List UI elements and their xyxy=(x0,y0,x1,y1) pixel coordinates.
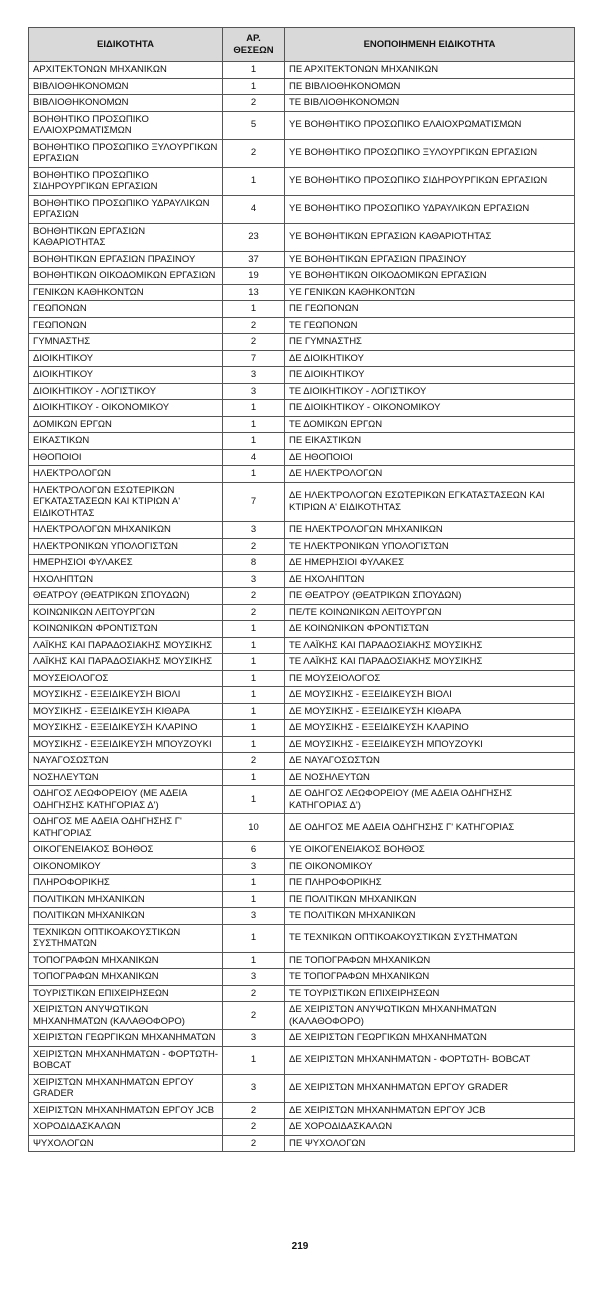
specialty-cell: ΧΟΡΟΔΙΔΑΣΚΑΛΩΝ xyxy=(29,1119,223,1136)
table-row xyxy=(29,95,575,112)
unified-specialty-cell: ΔΕ ΟΔΗΓΟΣ ΛΕΩΦΟΡΕΙΟΥ (ΜΕ ΑΔΕΙΑ ΟΔΗΓΗΣΗΣ ΚΑΤΗΓΟΡΙΑΣ Δ') xyxy=(285,786,575,814)
table-row xyxy=(29,571,575,588)
specialty-cell: ΔΙΟΙΚΗΤΙΚΟΥ - ΟΙΚΟΝΟΜΙΚΟΥ xyxy=(29,400,223,417)
unified-specialty-cell: ΥΕ ΒΟΗΘΗΤΙΚΩΝ ΟΙΚΟΔΟΜΙΚΩΝ ΕΡΓΑΣΙΩΝ xyxy=(285,268,575,285)
positions-cell: 1 xyxy=(223,621,285,638)
positions-cell: 10 xyxy=(223,814,285,842)
unified-specialty-cell: ΔΕ ΗΛΕΚΤΡΟΛΟΓΩΝ xyxy=(285,466,575,483)
specialty-cell: ΗΜΕΡΗΣΙΟΙ ΦΥΛΑΚΕΣ xyxy=(29,555,223,572)
specialty-cell: ΓΕΩΠΟΝΩΝ xyxy=(29,301,223,318)
positions-cell: 2 xyxy=(223,604,285,621)
positions-cell: 3 xyxy=(223,571,285,588)
specialty-cell: ΜΟΥΣΙΚΗΣ - ΕΞΕΙΔΙΚΕΥΣΗ ΜΠΟΥΖΟΥΚΙ xyxy=(29,736,223,753)
table-row xyxy=(29,654,575,671)
positions-cell: 2 xyxy=(223,1119,285,1136)
specialty-cell: ΒΟΗΘΗΤΙΚΩΝ ΟΙΚΟΔΟΜΙΚΩΝ ΕΡΓΑΣΙΩΝ xyxy=(29,268,223,285)
unified-specialty-cell: ΔΕ ΜΟΥΣΙΚΗΣ - ΕΞΕΙΔΙΚΕΥΣΗ ΚΛΑΡΙΝΟ xyxy=(285,720,575,737)
positions-cell: 2 xyxy=(223,588,285,605)
positions-cell: 1 xyxy=(223,62,285,79)
specialty-cell: ΓΕΝΙΚΩΝ ΚΑΘΗΚΟΝΤΩΝ xyxy=(29,284,223,301)
unified-specialty-cell: ΔΕ ΔΙΟΙΚΗΤΙΚΟΥ xyxy=(285,350,575,367)
unified-specialty-cell: ΤΕ ΛΑΪΚΗΣ ΚΑΙ ΠΑΡΑΔΟΣΙΑΚΗΣ ΜΟΥΣΙΚΗΣ xyxy=(285,654,575,671)
specialty-cell: ΚΟΙΝΩΝΙΚΩΝ ΦΡΟΝΤΙΣΤΩΝ xyxy=(29,621,223,638)
specialty-cell: ΑΡΧΙΤΕΚΤΟΝΩΝ ΜΗΧΑΝΙΚΩΝ xyxy=(29,62,223,79)
specialty-cell: ΒΟΗΘΗΤΙΚΟ ΠΡΟΣΩΠΙΚΟ ΣΙΔΗΡΟΥΡΓΙΚΩΝ ΕΡΓΑΣΙΩΝ xyxy=(29,167,223,195)
unified-specialty-cell: ΤΕ ΠΟΛΙΤΙΚΩΝ ΜΗΧΑΝΙΚΩΝ xyxy=(285,908,575,925)
positions-cell: 2 xyxy=(223,985,285,1002)
unified-specialty-cell: ΔΕ ΧΕΙΡΙΣΤΩΝ ΜΗΧΑΝΗΜΑΤΩΝ ΕΡΓΟΥ GRADER xyxy=(285,1074,575,1102)
table-row xyxy=(29,367,575,384)
specialty-cell: ΤΟΠΟΓΡΑΦΩΝ ΜΗΧΑΝΙΚΩΝ xyxy=(29,969,223,986)
specialty-cell: ΓΕΩΠΟΝΩΝ xyxy=(29,317,223,334)
table-row xyxy=(29,522,575,539)
table-row xyxy=(29,1102,575,1119)
header-positions: ΑΡ. ΘΕΣΕΩΝ xyxy=(223,28,285,62)
positions-cell: 3 xyxy=(223,1030,285,1047)
table-row xyxy=(29,482,575,522)
table-row xyxy=(29,78,575,95)
positions-cell: 1 xyxy=(223,687,285,704)
positions-cell: 3 xyxy=(223,522,285,539)
specialty-cell: ΒΟΗΘΗΤΙΚΩΝ ΕΡΓΑΣΙΩΝ ΚΑΘΑΡΙΟΤΗΤΑΣ xyxy=(29,223,223,251)
specialty-cell: ΗΛΕΚΤΡΟΛΟΓΩΝ ΜΗΧΑΝΙΚΩΝ xyxy=(29,522,223,539)
unified-specialty-cell: ΠΕ ΓΕΩΠΟΝΩΝ xyxy=(285,301,575,318)
unified-specialty-cell: ΤΕ ΓΕΩΠΟΝΩΝ xyxy=(285,317,575,334)
unified-specialty-cell: ΥΕ ΒΟΗΘΗΤΙΚΩΝ ΕΡΓΑΣΙΩΝ ΚΑΘΑΡΙΟΤΗΤΑΣ xyxy=(285,223,575,251)
positions-cell: 1 xyxy=(223,433,285,450)
table-row xyxy=(29,858,575,875)
specialty-cell: ΗΛΕΚΤΡΟΛΟΓΩΝ ΕΣΩΤΕΡΙΚΩΝ ΕΓΚΑΤΑΣΤΑΣΕΩΝ ΚΑΙ ΚΤΙΡΙΩΝ Α' ΕΙΔΙΚΟΤΗΤΑΣ xyxy=(29,482,223,522)
table-row xyxy=(29,687,575,704)
table-row xyxy=(29,195,575,223)
positions-cell: 3 xyxy=(223,969,285,986)
unified-specialty-cell: ΔΕ ΧΟΡΟΔΙΔΑΣΚΑΛΩΝ xyxy=(285,1119,575,1136)
positions-cell: 23 xyxy=(223,223,285,251)
table-row xyxy=(29,924,575,952)
header-unified-specialty: ΕΝΟΠΟΙΗΜΕΝΗ ΕΙΔΙΚΟΤΗΤΑ xyxy=(285,28,575,62)
positions-cell: 1 xyxy=(223,891,285,908)
specialty-cell: ΜΟΥΣΙΚΗΣ - ΕΞΕΙΔΙΚΕΥΣΗ ΚΙΘΑΡΑ xyxy=(29,703,223,720)
specialty-cell: ΗΛΕΚΤΡΟΛΟΓΩΝ xyxy=(29,466,223,483)
positions-cell: 1 xyxy=(223,466,285,483)
table-row xyxy=(29,268,575,285)
positions-cell: 19 xyxy=(223,268,285,285)
unified-specialty-cell: ΤΕ ΛΑΪΚΗΣ ΚΑΙ ΠΑΡΑΔΟΣΙΑΚΗΣ ΜΟΥΣΙΚΗΣ xyxy=(285,637,575,654)
specialty-cell: ΧΕΙΡΙΣΤΩΝ ΓΕΩΡΓΙΚΩΝ ΜΗΧΑΝΗΜΑΤΩΝ xyxy=(29,1030,223,1047)
specialty-cell: ΚΟΙΝΩΝΙΚΩΝ ΛΕΙΤΟΥΡΓΩΝ xyxy=(29,604,223,621)
unified-specialty-cell: ΠΕ ΜΟΥΣΕΙΟΛΟΓΟΣ xyxy=(285,670,575,687)
table-row xyxy=(29,301,575,318)
positions-cell: 6 xyxy=(223,842,285,859)
specialty-cell: ΒΙΒΛΙΟΘΗΚΟΝΟΜΩΝ xyxy=(29,95,223,112)
specialty-cell: ΕΙΚΑΣΤΙΚΩΝ xyxy=(29,433,223,450)
table-row xyxy=(29,1030,575,1047)
positions-cell: 2 xyxy=(223,334,285,351)
table-row xyxy=(29,720,575,737)
unified-specialty-cell: ΔΕ ΧΕΙΡΙΣΤΩΝ ΜΗΧΑΝΗΜΑΤΩΝ ΕΡΓΟΥ JCB xyxy=(285,1102,575,1119)
positions-cell: 37 xyxy=(223,251,285,268)
unified-specialty-cell: ΥΕ ΒΟΗΘΗΤΙΚΩΝ ΕΡΓΑΣΙΩΝ ΠΡΑΣΙΝΟΥ xyxy=(285,251,575,268)
table-row xyxy=(29,400,575,417)
specialty-cell: ΗΛΕΚΤΡΟΝΙΚΩΝ ΥΠΟΛΟΓΙΣΤΩΝ xyxy=(29,538,223,555)
positions-cell: 2 xyxy=(223,1002,285,1030)
positions-cell: 1 xyxy=(223,654,285,671)
positions-cell: 13 xyxy=(223,284,285,301)
table-row xyxy=(29,604,575,621)
positions-cell: 1 xyxy=(223,670,285,687)
unified-specialty-cell: ΔΕ ΜΟΥΣΙΚΗΣ - ΕΞΕΙΔΙΚΕΥΣΗ ΜΠΟΥΖΟΥΚΙ xyxy=(285,736,575,753)
unified-specialty-cell: ΤΕ ΒΙΒΛΙΟΘΗΚΟΝΟΜΩΝ xyxy=(285,95,575,112)
unified-specialty-cell: ΔΕ ΜΟΥΣΙΚΗΣ - ΕΞΕΙΔΙΚΕΥΣΗ ΒΙΟΛΙ xyxy=(285,687,575,704)
specialty-cell: ΛΑΪΚΗΣ ΚΑΙ ΠΑΡΑΔΟΣΙΑΚΗΣ ΜΟΥΣΙΚΗΣ xyxy=(29,654,223,671)
table-row xyxy=(29,703,575,720)
positions-cell: 3 xyxy=(223,908,285,925)
table-row xyxy=(29,111,575,139)
specialty-cell: ΜΟΥΣΙΚΗΣ - ΕΞΕΙΔΙΚΕΥΣΗ ΚΛΑΡΙΝΟ xyxy=(29,720,223,737)
positions-cell: 1 xyxy=(223,400,285,417)
positions-cell: 3 xyxy=(223,367,285,384)
table-row xyxy=(29,952,575,969)
unified-specialty-cell: ΤΕ ΔΟΜΙΚΩΝ ΕΡΓΩΝ xyxy=(285,416,575,433)
table-row xyxy=(29,350,575,367)
positions-cell: 8 xyxy=(223,555,285,572)
table-row xyxy=(29,383,575,400)
unified-specialty-cell: ΠΕ ΠΟΛΙΤΙΚΩΝ ΜΗΧΑΝΙΚΩΝ xyxy=(285,891,575,908)
unified-specialty-cell: ΠΕ ΔΙΟΙΚΗΤΙΚΟΥ xyxy=(285,367,575,384)
table-row xyxy=(29,908,575,925)
unified-specialty-cell: ΠΕ ΘΕΑΤΡΟΥ (ΘΕΑΤΡΙΚΩΝ ΣΠΟΥΔΩΝ) xyxy=(285,588,575,605)
specialty-cell: ΠΟΛΙΤΙΚΩΝ ΜΗΧΑΝΙΚΩΝ xyxy=(29,891,223,908)
unified-specialty-cell: ΤΕ ΤΟΠΟΓΡΑΦΩΝ ΜΗΧΑΝΙΚΩΝ xyxy=(285,969,575,986)
specialty-cell: ΠΛΗΡΟΦΟΡΙΚΗΣ xyxy=(29,875,223,892)
table-row xyxy=(29,769,575,786)
unified-specialty-cell: ΤΕ ΔΙΟΙΚΗΤΙΚΟΥ - ΛΟΓΙΣΤΙΚΟΥ xyxy=(285,383,575,400)
table-row xyxy=(29,736,575,753)
specialty-cell: ΟΙΚΟΓΕΝΕΙΑΚΟΣ ΒΟΗΘΟΣ xyxy=(29,842,223,859)
positions-cell: 7 xyxy=(223,350,285,367)
specialty-cell: ΤΕΧΝΙΚΩΝ ΟΠΤΙΚΟΑΚΟΥΣΤΙΚΩΝ ΣΥΣΤΗΜΑΤΩΝ xyxy=(29,924,223,952)
unified-specialty-cell: ΤΕ ΤΟΥΡΙΣΤΙΚΩΝ ΕΠΙΧΕΙΡΗΣΕΩΝ xyxy=(285,985,575,1002)
table-row xyxy=(29,1119,575,1136)
unified-specialty-cell: ΠΕ ΨΥΧΟΛΟΓΩΝ xyxy=(285,1135,575,1152)
table-row xyxy=(29,786,575,814)
specialty-cell: ΟΔΗΓΟΣ ΜΕ ΑΔΕΙΑ ΟΔΗΓΗΣΗΣ Γ' ΚΑΤΗΓΟΡΙΑΣ xyxy=(29,814,223,842)
specialty-cell: ΝΟΣΗΛΕΥΤΩΝ xyxy=(29,769,223,786)
table-row xyxy=(29,555,575,572)
table-row xyxy=(29,1074,575,1102)
positions-cell: 2 xyxy=(223,538,285,555)
unified-specialty-cell: ΔΕ ΗΘΟΠΟΙΟΙ xyxy=(285,449,575,466)
unified-specialty-cell: ΔΕ ΗΛΕΚΤΡΟΛΟΓΩΝ ΕΣΩΤΕΡΙΚΩΝ ΕΓΚΑΤΑΣΤΑΣΕΩΝ ΚΑΙ ΚΤΙΡΙΩΝ Α' ΕΙΔΙΚΟΤΗΤΑΣ xyxy=(285,482,575,522)
specialty-cell: ΧΕΙΡΙΣΤΩΝ ΑΝΥΨΩΤΙΚΩΝ ΜΗΧΑΝΗΜΑΤΩΝ (ΚΑΛΑΘΟΦΟΡΟ) xyxy=(29,1002,223,1030)
table-row xyxy=(29,139,575,167)
table-row xyxy=(29,985,575,1002)
positions-cell: 1 xyxy=(223,78,285,95)
specialty-cell: ΤΟΠΟΓΡΑΦΩΝ ΜΗΧΑΝΙΚΩΝ xyxy=(29,952,223,969)
specialty-cell: ΛΑΪΚΗΣ ΚΑΙ ΠΑΡΑΔΟΣΙΑΚΗΣ ΜΟΥΣΙΚΗΣ xyxy=(29,637,223,654)
positions-cell: 1 xyxy=(223,1046,285,1074)
specialty-cell: ΟΔΗΓΟΣ ΛΕΩΦΟΡΕΙΟΥ (ΜΕ ΑΔΕΙΑ ΟΔΗΓΗΣΗΣ ΚΑΤΗΓΟΡΙΑΣ Δ') xyxy=(29,786,223,814)
specialty-cell: ΒΟΗΘΗΤΙΚΟ ΠΡΟΣΩΠΙΚΟ ΕΛΑΙΟΧΡΩΜΑΤΙΣΜΩΝ xyxy=(29,111,223,139)
table-row xyxy=(29,670,575,687)
table-row xyxy=(29,284,575,301)
positions-cell: 1 xyxy=(223,786,285,814)
table-row xyxy=(29,875,575,892)
positions-cell: 5 xyxy=(223,111,285,139)
unified-specialty-cell: ΠΕ ΠΛΗΡΟΦΟΡΙΚΗΣ xyxy=(285,875,575,892)
unified-specialty-cell: ΤΕ ΗΛΕΚΤΡΟΝΙΚΩΝ ΥΠΟΛΟΓΙΣΤΩΝ xyxy=(285,538,575,555)
specialty-cell: ΠΟΛΙΤΙΚΩΝ ΜΗΧΑΝΙΚΩΝ xyxy=(29,908,223,925)
positions-cell: 2 xyxy=(223,317,285,334)
unified-specialty-cell: ΠΕ ΓΥΜΝΑΣΤΗΣ xyxy=(285,334,575,351)
specialty-cell: ΧΕΙΡΙΣΤΩΝ ΜΗΧΑΝΗΜΑΤΩΝ ΕΡΓΟΥ JCB xyxy=(29,1102,223,1119)
unified-specialty-cell: ΠΕ ΤΟΠΟΓΡΑΦΩΝ ΜΗΧΑΝΙΚΩΝ xyxy=(285,952,575,969)
table-row xyxy=(29,317,575,334)
unified-specialty-cell: ΥΕ ΒΟΗΘΗΤΙΚΟ ΠΡΟΣΩΠΙΚΟ ΣΙΔΗΡΟΥΡΓΙΚΩΝ ΕΡΓΑΣΙΩΝ xyxy=(285,167,575,195)
unified-specialty-cell: ΥΕ ΒΟΗΘΗΤΙΚΟ ΠΡΟΣΩΠΙΚΟ ΞΥΛΟΥΡΓΙΚΩΝ ΕΡΓΑΣΙΩΝ xyxy=(285,139,575,167)
positions-cell: 2 xyxy=(223,1102,285,1119)
unified-specialty-cell: ΔΕ ΝΟΣΗΛΕΥΤΩΝ xyxy=(285,769,575,786)
unified-specialty-cell: ΔΕ ΧΕΙΡΙΣΤΩΝ ΜΗΧΑΝΗΜΑΤΩΝ - ΦΟΡΤΩΤΗ- BOBCAT xyxy=(285,1046,575,1074)
page-number: 219 xyxy=(291,1241,309,1252)
unified-specialty-cell: ΔΕ ΗΧΟΛΗΠΤΩΝ xyxy=(285,571,575,588)
specialty-cell: ΔΟΜΙΚΩΝ ΕΡΓΩΝ xyxy=(29,416,223,433)
table-row xyxy=(29,753,575,770)
positions-cell: 4 xyxy=(223,449,285,466)
specialty-cell: ΔΙΟΙΚΗΤΙΚΟΥ xyxy=(29,367,223,384)
positions-cell: 3 xyxy=(223,383,285,400)
specialty-cell: ΒΟΗΘΗΤΙΚΩΝ ΕΡΓΑΣΙΩΝ ΠΡΑΣΙΝΟΥ xyxy=(29,251,223,268)
specialty-cell: ΗΧΟΛΗΠΤΩΝ xyxy=(29,571,223,588)
specialty-cell: ΝΑΥΑΓΟΣΩΣΤΩΝ xyxy=(29,753,223,770)
header-specialty: ΕΙΔΙΚΟΤΗΤΑ xyxy=(29,28,223,62)
unified-specialty-cell: ΠΕ ΑΡΧΙΤΕΚΤΟΝΩΝ ΜΗΧΑΝΙΚΩΝ xyxy=(285,62,575,79)
positions-table xyxy=(28,27,575,1152)
specialty-cell: ΒΟΗΘΗΤΙΚΟ ΠΡΟΣΩΠΙΚΟ ΞΥΛΟΥΡΓΙΚΩΝ ΕΡΓΑΣΙΩΝ xyxy=(29,139,223,167)
unified-specialty-cell: ΥΕ ΟΙΚΟΓΕΝΕΙΑΚΟΣ ΒΟΗΘΟΣ xyxy=(285,842,575,859)
positions-cell: 1 xyxy=(223,952,285,969)
specialty-cell: ΨΥΧΟΛΟΓΩΝ xyxy=(29,1135,223,1152)
unified-specialty-cell: ΔΕ ΝΑΥΑΓΟΣΩΣΤΩΝ xyxy=(285,753,575,770)
positions-cell: 7 xyxy=(223,482,285,522)
specialty-cell: ΔΙΟΙΚΗΤΙΚΟΥ xyxy=(29,350,223,367)
positions-cell: 1 xyxy=(223,875,285,892)
positions-cell: 2 xyxy=(223,95,285,112)
specialty-cell: ΗΘΟΠΟΙΟΙ xyxy=(29,449,223,466)
unified-specialty-cell: ΠΕ ΗΛΕΚΤΡΟΛΟΓΩΝ ΜΗΧΑΝΙΚΩΝ xyxy=(285,522,575,539)
positions-cell: 2 xyxy=(223,139,285,167)
specialty-cell: ΧΕΙΡΙΣΤΩΝ ΜΗΧΑΝΗΜΑΤΩΝ ΕΡΓΟΥ GRADER xyxy=(29,1074,223,1102)
table-row xyxy=(29,621,575,638)
unified-specialty-cell: ΔΕ ΚΟΙΝΩΝΙΚΩΝ ΦΡΟΝΤΙΣΤΩΝ xyxy=(285,621,575,638)
specialty-cell: ΘΕΑΤΡΟΥ (ΘΕΑΤΡΙΚΩΝ ΣΠΟΥΔΩΝ) xyxy=(29,588,223,605)
unified-specialty-cell: ΠΕ ΒΙΒΛΙΟΘΗΚΟΝΟΜΩΝ xyxy=(285,78,575,95)
table-row xyxy=(29,814,575,842)
unified-specialty-cell: ΠΕ/ΤΕ ΚΟΙΝΩΝΙΚΩΝ ΛΕΙΤΟΥΡΓΩΝ xyxy=(285,604,575,621)
specialty-cell: ΒΟΗΘΗΤΙΚΟ ΠΡΟΣΩΠΙΚΟ ΥΔΡΑΥΛΙΚΩΝ ΕΡΓΑΣΙΩΝ xyxy=(29,195,223,223)
positions-cell: 1 xyxy=(223,416,285,433)
table-row xyxy=(29,334,575,351)
table-row xyxy=(29,969,575,986)
positions-cell: 1 xyxy=(223,703,285,720)
unified-specialty-cell: ΠΕ ΕΙΚΑΣΤΙΚΩΝ xyxy=(285,433,575,450)
specialty-cell: ΓΥΜΝΑΣΤΗΣ xyxy=(29,334,223,351)
specialty-cell: ΒΙΒΛΙΟΘΗΚΟΝΟΜΩΝ xyxy=(29,78,223,95)
unified-specialty-cell: ΔΕ ΟΔΗΓΟΣ ΜΕ ΑΔΕΙΑ ΟΔΗΓΗΣΗΣ Γ' ΚΑΤΗΓΟΡΙΑΣ xyxy=(285,814,575,842)
unified-specialty-cell: ΤΕ ΤΕΧΝΙΚΩΝ ΟΠΤΙΚΟΑΚΟΥΣΤΙΚΩΝ ΣΥΣΤΗΜΑΤΩΝ xyxy=(285,924,575,952)
unified-specialty-cell: ΥΕ ΓΕΝΙΚΩΝ ΚΑΘΗΚΟΝΤΩΝ xyxy=(285,284,575,301)
table-row xyxy=(29,251,575,268)
table-row xyxy=(29,416,575,433)
specialty-cell: ΔΙΟΙΚΗΤΙΚΟΥ - ΛΟΓΙΣΤΙΚΟΥ xyxy=(29,383,223,400)
unified-specialty-cell: ΥΕ ΒΟΗΘΗΤΙΚΟ ΠΡΟΣΩΠΙΚΟ ΕΛΑΙΟΧΡΩΜΑΤΙΣΜΩΝ xyxy=(285,111,575,139)
table-row xyxy=(29,637,575,654)
table-row xyxy=(29,1135,575,1152)
specialty-cell: ΤΟΥΡΙΣΤΙΚΩΝ ΕΠΙΧΕΙΡΗΣΕΩΝ xyxy=(29,985,223,1002)
table-row xyxy=(29,449,575,466)
positions-cell: 1 xyxy=(223,924,285,952)
table-row xyxy=(29,466,575,483)
table-row xyxy=(29,62,575,79)
table-header-row xyxy=(29,28,575,62)
positions-cell: 1 xyxy=(223,301,285,318)
table-row xyxy=(29,842,575,859)
table-row xyxy=(29,1046,575,1074)
specialty-cell: ΟΙΚΟΝΟΜΙΚΟΥ xyxy=(29,858,223,875)
unified-specialty-cell: ΔΕ ΜΟΥΣΙΚΗΣ - ΕΞΕΙΔΙΚΕΥΣΗ ΚΙΘΑΡΑ xyxy=(285,703,575,720)
unified-specialty-cell: ΠΕ ΟΙΚΟΝΟΜΙΚΟΥ xyxy=(285,858,575,875)
specialty-cell: ΧΕΙΡΙΣΤΩΝ ΜΗΧΑΝΗΜΑΤΩΝ - ΦΟΡΤΩΤΗ- BOBCAT xyxy=(29,1046,223,1074)
positions-cell: 4 xyxy=(223,195,285,223)
positions-cell: 2 xyxy=(223,1135,285,1152)
table-row xyxy=(29,433,575,450)
positions-cell: 1 xyxy=(223,769,285,786)
table-row xyxy=(29,538,575,555)
unified-specialty-cell: ΥΕ ΒΟΗΘΗΤΙΚΟ ΠΡΟΣΩΠΙΚΟ ΥΔΡΑΥΛΙΚΩΝ ΕΡΓΑΣΙΩΝ xyxy=(285,195,575,223)
table-row xyxy=(29,588,575,605)
positions-cell: 3 xyxy=(223,858,285,875)
unified-specialty-cell: ΠΕ ΔΙΟΙΚΗΤΙΚΟΥ - ΟΙΚΟΝΟΜΙΚΟΥ xyxy=(285,400,575,417)
positions-cell: 2 xyxy=(223,753,285,770)
unified-specialty-cell: ΔΕ ΧΕΙΡΙΣΤΩΝ ΑΝΥΨΩΤΙΚΩΝ ΜΗΧΑΝΗΜΑΤΩΝ (ΚΑΛΑΘΟΦΟΡΟ) xyxy=(285,1002,575,1030)
positions-cell: 1 xyxy=(223,637,285,654)
specialty-cell: ΜΟΥΣΙΚΗΣ - ΕΞΕΙΔΙΚΕΥΣΗ ΒΙΟΛΙ xyxy=(29,687,223,704)
table-row xyxy=(29,223,575,251)
table-row xyxy=(29,167,575,195)
unified-specialty-cell: ΔΕ ΧΕΙΡΙΣΤΩΝ ΓΕΩΡΓΙΚΩΝ ΜΗΧΑΝΗΜΑΤΩΝ xyxy=(285,1030,575,1047)
table-row xyxy=(29,1002,575,1030)
positions-cell: 1 xyxy=(223,720,285,737)
positions-cell: 1 xyxy=(223,736,285,753)
positions-cell: 1 xyxy=(223,167,285,195)
table-row xyxy=(29,891,575,908)
positions-cell: 3 xyxy=(223,1074,285,1102)
unified-specialty-cell: ΔΕ ΗΜΕΡΗΣΙΟΙ ΦΥΛΑΚΕΣ xyxy=(285,555,575,572)
specialty-cell: ΜΟΥΣΕΙΟΛΟΓΟΣ xyxy=(29,670,223,687)
